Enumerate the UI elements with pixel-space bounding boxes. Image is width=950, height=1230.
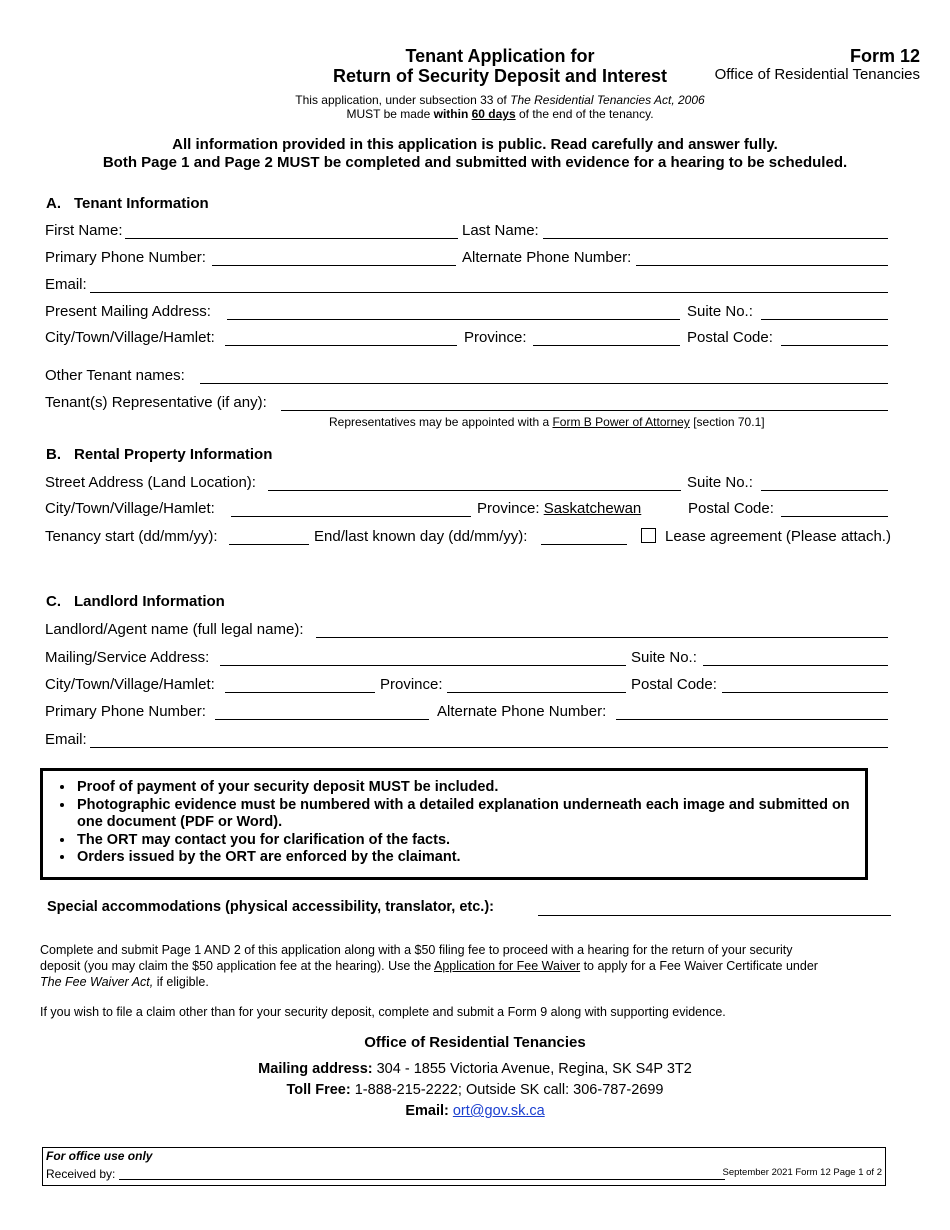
section-c-letter: C. (46, 593, 61, 610)
row-tenant-phone (45, 249, 890, 269)
landlord-postal-label: Postal Code: (631, 676, 717, 693)
row-tenant-address (45, 303, 890, 323)
rental-suite-label: Suite No.: (687, 474, 753, 491)
landlord-postal-field[interactable] (722, 692, 888, 693)
mailing-label: Mailing address: (258, 1061, 373, 1077)
notice-line-1: All information provided in this application is public. Read carefully and answer fully. (172, 136, 778, 153)
instructions-text-b: to apply for a Fee Waiver Certificate under (580, 959, 818, 973)
section-b-letter: B. (46, 446, 61, 463)
row-tenant-email (45, 276, 890, 296)
office-name: Office of Residential Tenancies (714, 66, 920, 83)
page-footer: September 2021 Form 12 Page 1 of 2 (722, 1167, 882, 1178)
rental-city-label: City/Town/Village/Hamlet: (45, 500, 215, 517)
section-a-title: Tenant Information (74, 195, 209, 212)
row-landlord-city (45, 676, 890, 696)
first-name-field[interactable] (125, 238, 458, 239)
subsection-prefix: This application, under subsection 33 of (295, 93, 511, 107)
landlord-address-label: Mailing/Service Address: (45, 649, 210, 666)
row-landlord-name (45, 621, 890, 641)
row-landlord-email (45, 731, 890, 751)
section-c-title: Landlord Information (74, 593, 225, 610)
rental-city-field[interactable] (231, 516, 471, 517)
rental-postal-label: Postal Code: (688, 500, 774, 517)
lease-agreement-label: Lease agreement (Please attach.) (665, 528, 891, 545)
landlord-province-field[interactable] (447, 692, 626, 693)
contact-email-link[interactable]: ort@gov.sk.ca (452, 1103, 545, 1119)
fee-waiver-link[interactable]: Application for Fee Waiver (433, 959, 581, 973)
form-number: Form 12 (849, 46, 920, 66)
lease-agreement-checkbox[interactable] (641, 528, 656, 543)
email-label: Email: (45, 276, 87, 293)
representative-note (329, 415, 765, 429)
city-field[interactable] (225, 345, 457, 346)
street-address-field[interactable] (268, 490, 681, 491)
primary-phone-label: Primary Phone Number: (45, 249, 206, 266)
toll-free-label: Toll Free: (286, 1082, 351, 1098)
contact-office: Office of Residential Tenancies (364, 1034, 586, 1051)
city-label: City/Town/Village/Hamlet: (45, 329, 215, 346)
public-notice (40, 136, 910, 172)
landlord-primary-phone-field[interactable] (215, 719, 429, 720)
row-other-tenants (45, 367, 890, 387)
tenancy-start-field[interactable] (229, 544, 309, 545)
deadline-text-a: MUST be made (346, 107, 434, 121)
form-9-paragraph: If you wish to file a claim other than for your security deposit, complete and submit a Form 9 along with supporting evidence. (40, 1005, 726, 1019)
title-line-1: Tenant Application for (405, 46, 595, 66)
suite-label: Suite No.: (687, 303, 753, 320)
landlord-email-label: Email: (45, 731, 87, 748)
landlord-email-field[interactable] (90, 747, 888, 748)
row-landlord-address (45, 649, 890, 669)
deadline-text-b: within (433, 107, 472, 121)
postal-code-label: Postal Code: (687, 329, 773, 346)
postal-code-field[interactable] (781, 345, 888, 346)
province-label: Province: (464, 329, 527, 346)
section-b-heading (46, 446, 272, 463)
rep-note-section: [section 70.1] (689, 415, 765, 429)
fee-waiver-act: The Fee Waiver Act, (40, 975, 154, 989)
tenancy-end-label: End/last known day (dd/mm/yy): (314, 528, 528, 545)
requirement-item: • Photographic evidence must be numbered with a detailed explanation underneath each image and submitted on one document (PDF or Word). (75, 797, 865, 832)
requirement-item: • Proof of payment of your security deposit MUST be included. (75, 779, 865, 797)
row-rental-city (45, 500, 890, 520)
rental-suite-field[interactable] (761, 490, 888, 491)
mailing-address-label: Present Mailing Address: (45, 303, 211, 320)
contact-email (0, 1103, 950, 1119)
row-tenant-name (45, 222, 890, 242)
province-field[interactable] (533, 345, 680, 346)
last-name-label: Last Name: (462, 222, 539, 239)
rental-province-text: Province: (477, 500, 540, 517)
landlord-suite-field[interactable] (703, 665, 888, 666)
mailing-address-field[interactable] (227, 319, 680, 320)
landlord-name-label: Landlord/Agent name (full legal name): (45, 621, 304, 638)
representative-field[interactable] (281, 410, 888, 411)
subsection-note (200, 93, 800, 121)
rental-province-label (477, 500, 641, 517)
rental-province-value: Saskatchewan (543, 500, 642, 517)
act-name: The Residential Tenancies Act, 2006 (510, 93, 705, 107)
first-name-label: First Name: (45, 222, 123, 239)
landlord-name-field[interactable] (316, 637, 888, 638)
landlord-city-field[interactable] (225, 692, 375, 693)
requirements-list (43, 779, 865, 867)
office-use-title: For office use only (46, 1149, 153, 1163)
landlord-address-field[interactable] (220, 665, 626, 666)
instructions-text-a: Complete and submit Page 1 AND 2 of this application along with a $50 filing fee to proceed with a hearing for the return of your security deposit (you may claim the $50 application fee at the hearing). Use the (40, 943, 793, 973)
representative-label: Tenant(s) Representative (if any): (45, 394, 267, 411)
deadline-days: 60 days (471, 107, 516, 121)
special-accommodations-label: Special accommodations (physical accessibility, translator, etc.): (47, 899, 494, 915)
contact-mailing (0, 1061, 950, 1077)
tenancy-end-field[interactable] (541, 544, 627, 545)
landlord-alternate-phone-label: Alternate Phone Number: (437, 703, 607, 720)
instructions-text-c: if eligible. (153, 975, 209, 989)
power-of-attorney-link[interactable]: Form B Power of Attorney (552, 415, 690, 429)
other-tenants-label: Other Tenant names: (45, 367, 185, 384)
last-name-field[interactable] (543, 238, 888, 239)
row-tenant-city (45, 329, 890, 349)
other-tenants-field[interactable] (200, 383, 888, 384)
section-a-letter: A. (46, 195, 61, 212)
row-representative (45, 394, 890, 414)
row-landlord-phone (45, 703, 890, 723)
suite-field[interactable] (761, 319, 888, 320)
requirement-item: • The ORT may contact you for clarification of the facts. (75, 832, 865, 850)
row-tenancy-dates (45, 528, 905, 548)
row-rental-street (45, 474, 890, 494)
landlord-suite-label: Suite No.: (631, 649, 697, 666)
mailing-value: 304 - 1855 Victoria Avenue, Regina, SK S4P 3T2 (372, 1061, 692, 1077)
alternate-phone-field[interactable] (636, 265, 888, 266)
requirements-box (40, 768, 868, 880)
email-field[interactable] (90, 292, 888, 293)
section-b-title: Rental Property Information (74, 446, 273, 463)
office-use-box (42, 1147, 886, 1186)
landlord-city-label: City/Town/Village/Hamlet: (45, 676, 215, 693)
landlord-province-label: Province: (380, 676, 443, 693)
contact-phone (0, 1082, 950, 1098)
title-line-2: Return of Security Deposit and Interest (332, 66, 668, 86)
row-special-accommodations (47, 899, 892, 919)
primary-phone-field[interactable] (212, 265, 456, 266)
notice-line-2: Both Page 1 and Page 2 MUST be completed and submitted with evidence for a hearing to be scheduled. (102, 154, 848, 171)
deadline-text-d: of the end of the tenancy. (515, 107, 654, 121)
special-accommodations-field[interactable] (538, 915, 891, 916)
instructions-paragraph (40, 942, 830, 990)
street-address-label: Street Address (Land Location): (45, 474, 256, 491)
landlord-alternate-phone-field[interactable] (616, 719, 888, 720)
received-by-field[interactable] (119, 1179, 725, 1180)
section-c-heading (46, 593, 225, 610)
toll-free-value: 1-888-215-2222; Outside SK call: 306-787-2699 (350, 1082, 664, 1098)
tenancy-start-label: Tenancy start (dd/mm/yy): (45, 528, 218, 545)
section-a-heading (46, 195, 209, 212)
alternate-phone-label: Alternate Phone Number: (462, 249, 632, 266)
requirement-item: • Orders issued by the ORT are enforced by the claimant. (75, 849, 865, 867)
rental-postal-field[interactable] (781, 516, 888, 517)
received-by-label: Received by: (46, 1167, 116, 1181)
landlord-primary-phone-label: Primary Phone Number: (45, 703, 206, 720)
rep-note-text: Representatives may be appointed with a (329, 415, 553, 429)
contact-email-label: Email: (405, 1103, 449, 1119)
